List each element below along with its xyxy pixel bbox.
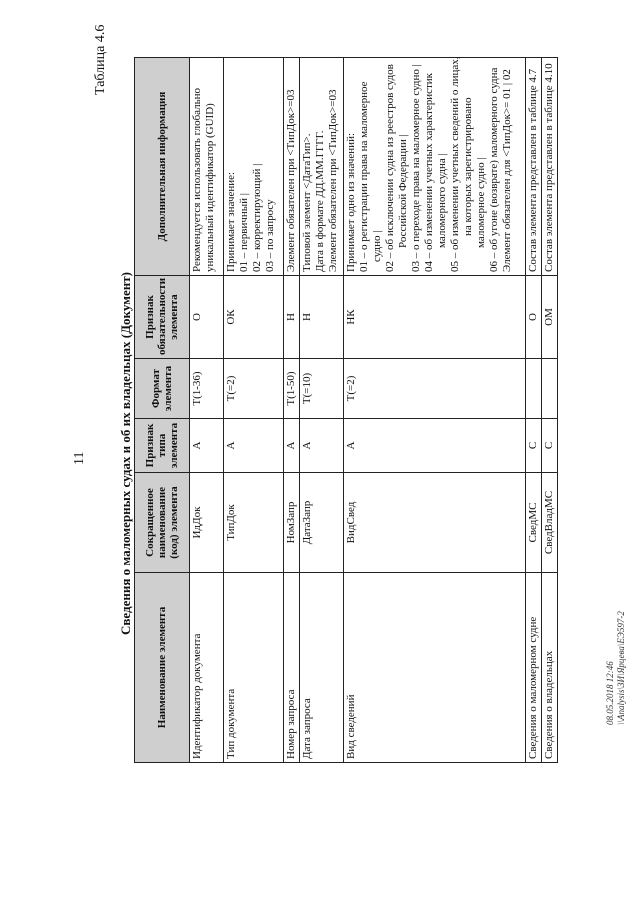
cell-code: ДатаЗапр: [300, 473, 344, 573]
cell-type: А: [284, 419, 300, 473]
info-line: маломерное судно |: [475, 157, 487, 248]
info-line: 03 – о переходе права на маломерное судно |: [410, 64, 422, 272]
cell-name: Тип документа: [224, 573, 284, 763]
header-additional-info: Дополнительная информация: [135, 58, 190, 276]
info-line: на которых зарегистрировано: [462, 97, 474, 236]
cell-code: ИдДок: [190, 473, 224, 573]
info-line: Элемент обязателен при <ТипДок>=03: [327, 89, 339, 272]
cell-required: ОМ: [542, 276, 558, 359]
info-line: 05 – об изменении учетных сведений о лицах,: [449, 56, 461, 272]
cell-name: Сведения о маломерном судне: [526, 573, 542, 763]
table-header-row: [135, 58, 190, 763]
info-line: Принимает одно из значений:: [345, 132, 357, 272]
header-element-code: Сокращенное наименование (код) элемента: [135, 473, 190, 573]
info-line: 04 – об изменении учетных характеристик: [423, 72, 435, 272]
footer-timestamp: 08.05.2018 12:46: [605, 661, 615, 725]
cell-name: Вид сведений: [344, 573, 526, 763]
footer-file-path: \\Analysis\ЗИ\Ярцева\ЕЭ597-2: [616, 611, 626, 725]
cell-info: [300, 58, 344, 276]
cell-required: НК: [344, 276, 526, 359]
info-line: Элемент обязателен для <ТипДок>= 01 | 02: [501, 69, 513, 272]
cell-format: [526, 359, 542, 419]
info-line: 02 – корректирующий |: [251, 163, 263, 272]
table-row: [526, 58, 542, 763]
info-line: 03 – по запросу: [264, 199, 276, 272]
info-line: уникальный идентификатор (GUID): [204, 103, 216, 272]
cell-info: [284, 58, 300, 276]
header-element-name: Наименование элемента: [135, 573, 190, 763]
cell-format: Т(1-36): [190, 359, 224, 419]
cell-code: ВидСвед: [344, 473, 526, 573]
cell-format: Т(=10): [300, 359, 344, 419]
cell-name: Дата запроса: [300, 573, 344, 763]
cell-info: [190, 58, 224, 276]
info-line: Состав элемента представлен в таблице 4.10: [543, 63, 555, 272]
cell-type: С: [542, 419, 558, 473]
cell-info: [224, 58, 284, 276]
header-element-format: Формат элемента: [135, 359, 190, 419]
cell-code: ТипДок: [224, 473, 284, 573]
cell-format: Т(=2): [344, 359, 526, 419]
cell-required: О: [526, 276, 542, 359]
cell-required: ОК: [224, 276, 284, 359]
page-number: 11: [72, 451, 87, 465]
info-line: 06 – об угоне (возврате) маломерного судна: [488, 67, 500, 272]
table-row: [300, 58, 344, 763]
info-line: Типовой элемент <ДатаТип>.: [301, 133, 313, 272]
cell-type: А: [300, 419, 344, 473]
table-row: [190, 58, 224, 763]
info-line: судно |: [371, 230, 383, 262]
cell-info: [344, 58, 526, 276]
info-line: Состав элемента представлен в таблице 4.7: [527, 68, 539, 272]
cell-code: НомЗапр: [284, 473, 300, 573]
cell-name: Номер запроса: [284, 573, 300, 763]
cell-format: [542, 359, 558, 419]
table-title: Сведения о маломерных судах и об их владельцах (Документ): [118, 271, 133, 635]
info-line: Принимает значение:: [225, 171, 237, 272]
cell-name: Идентификатор документа: [190, 573, 224, 763]
elements-table: [134, 57, 558, 763]
table-row: [542, 58, 558, 763]
info-line: 02 – об исключении судна из реестров судов: [384, 64, 396, 272]
cell-info: [542, 58, 558, 276]
cell-type: А: [224, 419, 284, 473]
cell-required: О: [190, 276, 224, 359]
cell-required: Н: [300, 276, 344, 359]
table-row: [344, 58, 526, 763]
table-row: [284, 58, 300, 763]
info-line: 01 – о регистрации права на маломерное: [358, 81, 370, 272]
cell-format: Т(1-50): [284, 359, 300, 419]
info-line: Российской Федерации |: [397, 134, 409, 248]
cell-name: Сведения о владельцах: [542, 573, 558, 763]
header-element-type: Признак типа элемента: [135, 419, 190, 473]
info-line: Дата в формате ДД.ММ.ГГГГ.: [314, 130, 326, 272]
table-label: Таблица 4.6: [93, 24, 108, 95]
info-line: Элемент обязателен при <ТипДок>=03: [285, 89, 297, 272]
cell-code: СведМС: [526, 473, 542, 573]
cell-required: Н: [284, 276, 300, 359]
cell-type: А: [190, 419, 224, 473]
cell-type: С: [526, 419, 542, 473]
info-line: маломерного судна |: [436, 153, 448, 248]
info-line: 01 – первичный |: [238, 193, 250, 272]
cell-code: СведВладМС: [542, 473, 558, 573]
info-line: Рекомендуется использовать глобально: [191, 87, 203, 272]
cell-format: Т(=2): [224, 359, 284, 419]
header-element-required: Признак обязательности элемента: [135, 276, 190, 359]
cell-info: [526, 58, 542, 276]
table-row: [224, 58, 284, 763]
cell-type: А: [344, 419, 526, 473]
footer-note: [605, 611, 627, 725]
